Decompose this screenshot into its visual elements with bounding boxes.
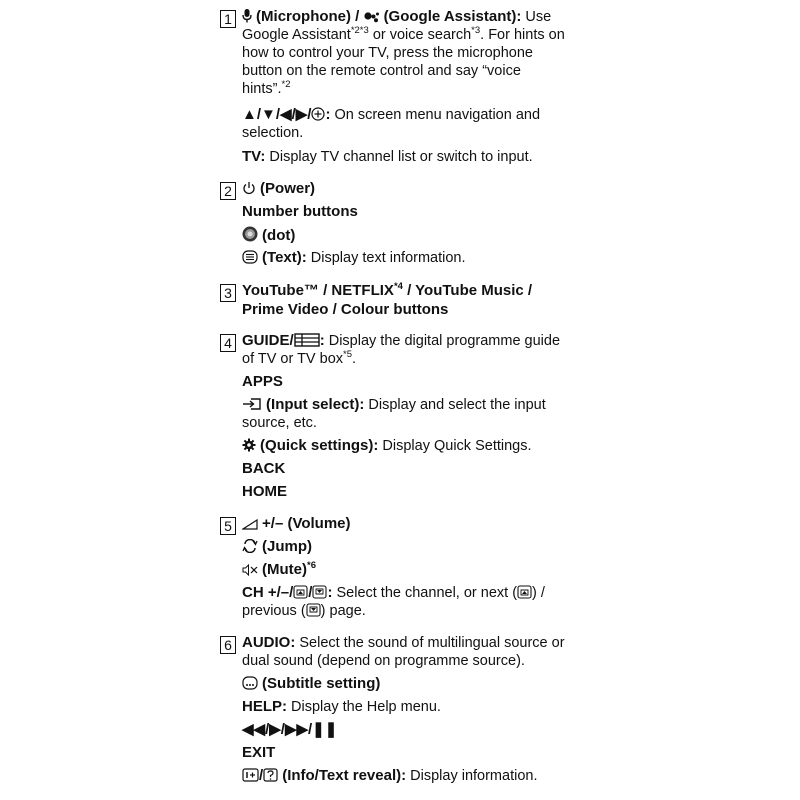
- navigation-entry: ▲/▼/◀/▶/ : On screen menu navigation and: [242, 106, 541, 123]
- apps-entry: APPS: [242, 373, 283, 390]
- page-down-icon: [306, 603, 321, 617]
- info-icon: [242, 768, 259, 782]
- volume-title: +/– (Volume): [262, 515, 351, 532]
- input-select-desc-line: source, etc.: [242, 415, 317, 431]
- text-entry: (Text): Display text information.: [242, 249, 592, 267]
- section-number: 1: [220, 10, 236, 28]
- quick-settings-entry: (Quick settings): Display Quick Settings.: [242, 437, 592, 455]
- info-title: (Info/Text reveal):: [282, 767, 407, 784]
- page-up-icon: [293, 585, 308, 599]
- input-select-title: (Input select):: [266, 396, 365, 413]
- microphone-icon: [242, 9, 252, 23]
- audio-entry: AUDIO: Select the sound of multilingual source or: [242, 634, 565, 651]
- input-select-entry: (Input select): Display and select the input: [242, 396, 592, 414]
- tv-title: TV:: [242, 148, 266, 165]
- section-number: 4: [220, 334, 236, 352]
- help-entry: HELP: Display the Help menu.: [242, 698, 441, 715]
- back-entry: BACK: [242, 460, 286, 477]
- guide-desc-line: of TV or TV box$^{*5}$.: [242, 349, 357, 367]
- jump-title: (Jump): [262, 538, 313, 555]
- footnote-ref: *5: [343, 349, 352, 361]
- quick-settings-title: (Quick settings):: [260, 437, 379, 454]
- exit-entry: EXIT: [242, 744, 276, 761]
- microphone-entry: (Microphone) / (Google Assistant): Use: [242, 8, 592, 26]
- jump-icon: [242, 539, 258, 553]
- volume-icon: [242, 518, 258, 530]
- section-number: 2: [220, 182, 236, 200]
- channel-title: CH +/–/: [242, 584, 294, 601]
- power-title: (Power): [260, 180, 316, 197]
- tv-entry: TV: Display TV channel list or switch to input.: [242, 148, 533, 165]
- channel-desc-line: previous ( ) page.: [242, 603, 366, 619]
- subtitle-title: (Subtitle setting): [262, 675, 381, 692]
- microphone-desc-line: Google Assistant$^{*2*3}$ or voice search$^{*3}$. For hints on: [242, 25, 565, 43]
- google-assistant-title: (Google Assistant):: [383, 8, 522, 25]
- enter-circle-icon: [311, 107, 325, 121]
- audio-desc-line: dual sound (depend on programme source).: [242, 653, 525, 669]
- mute-icon: [242, 564, 258, 576]
- channel-entry: CH +/–/ / : Select the channel, or next ( ) /: [242, 584, 545, 601]
- footnote-ref: *2*3: [350, 25, 369, 37]
- info-entry: / (Info/Text reveal): Display information.: [242, 767, 592, 785]
- dot-title: (dot): [262, 227, 296, 244]
- text-icon: [242, 250, 258, 264]
- home-entry: HOME: [242, 483, 287, 500]
- microphone-title: (Microphone) /: [256, 8, 364, 25]
- mute-title: (Mute): [262, 561, 308, 578]
- help-title: HELP:: [242, 698, 287, 715]
- input-select-icon: [242, 397, 262, 411]
- app-buttons-entry-line2: Prime Video / Colour buttons: [242, 301, 449, 318]
- power-entry: [242, 180, 592, 198]
- dot-button-icon: [242, 226, 258, 242]
- text-title: (Text):: [262, 249, 307, 266]
- guide-icon: [294, 333, 320, 347]
- app-buttons-entry: YouTube™ / NETFLIX$^{*4}$ / YouTube Music /: [242, 281, 533, 299]
- page-down-icon: [312, 585, 327, 599]
- number-buttons-entry: Number buttons: [242, 203, 358, 220]
- section-number: 6: [220, 636, 236, 654]
- guide-entry: GUIDE/ : Display the digital programme guide: [242, 332, 561, 349]
- footnote-ref: *2: [281, 79, 291, 91]
- guide-title: GUIDE/: [242, 332, 294, 349]
- section-number: 3: [220, 284, 236, 302]
- page-up-icon: [517, 585, 532, 599]
- volume-entry: [242, 515, 592, 533]
- footnote-ref: *4: [393, 281, 403, 293]
- google-assistant-icon: [364, 11, 380, 23]
- navigation-arrows: ▲/▼/◀/▶/: [242, 106, 312, 123]
- subtitle-entry: [242, 675, 592, 693]
- gear-icon: [242, 438, 256, 452]
- navigation-desc-line: selection.: [242, 125, 304, 141]
- jump-entry: [242, 538, 592, 556]
- microphone-desc-line: how to control your TV, press the microphone: [242, 45, 533, 61]
- mute-entry: [242, 561, 592, 579]
- subtitle-icon: [242, 676, 258, 690]
- microphone-desc-line: hints”.$^{*2}$: [242, 79, 291, 97]
- footnote-ref: *6: [307, 560, 317, 572]
- media-controls: ◀◀/▶/▶▶/❚❚: [242, 721, 338, 738]
- footnote-ref: *3: [471, 25, 481, 37]
- text-reveal-icon: [263, 768, 278, 782]
- media-controls-entry: [242, 721, 592, 739]
- dot-entry: [242, 226, 592, 245]
- section-number: 5: [220, 517, 236, 535]
- audio-title: AUDIO:: [242, 634, 296, 651]
- microphone-desc-line: button on the remote control and say “voice: [242, 63, 521, 79]
- power-icon: [242, 181, 256, 195]
